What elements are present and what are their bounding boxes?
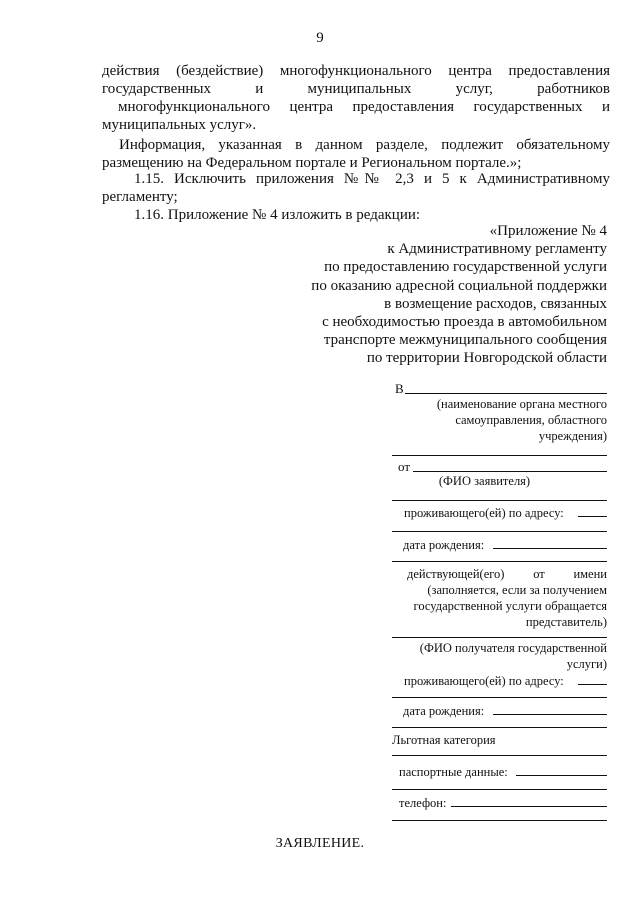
appendix-line: по территории Новгородской области <box>366 350 607 367</box>
appendix-line: к Административному регламенту <box>387 241 607 258</box>
address-field[interactable] <box>578 516 607 517</box>
benefit-category-label: Льготная категория <box>392 733 496 747</box>
phone-field[interactable] <box>451 806 607 807</box>
address-field-continuation[interactable] <box>392 697 607 698</box>
address-label: проживающего(ей) по адресу: <box>404 674 564 688</box>
birth-date-field[interactable] <box>493 548 607 549</box>
address-field[interactable] <box>578 684 607 685</box>
acting-note-line: (заполняется, если за получением <box>427 583 607 597</box>
text-line: действия (бездействие) многофункционального центра предоставления <box>102 63 610 79</box>
passport-field-continuation[interactable] <box>392 789 607 790</box>
org-caption-line: учреждения) <box>538 429 607 443</box>
appendix-line: с необходимостью проезда в автомобильном <box>322 314 607 331</box>
recipient-caption-line: услуги) <box>566 657 607 671</box>
appendix-line: в возмещение расходов, связанных <box>384 295 607 312</box>
text-line: 1.15. Исключить приложения №№ 2,3 и 5 к Административному <box>134 171 610 187</box>
applicant-name-continuation[interactable] <box>392 500 607 501</box>
recipient-org-field[interactable] <box>405 393 607 394</box>
org-field-continuation[interactable] <box>392 455 607 456</box>
org-caption-line: (наименование органа местного <box>436 397 607 411</box>
passport-field[interactable] <box>516 775 607 776</box>
appendix-heading <box>277 222 607 368</box>
page-number: 9 <box>316 30 324 46</box>
applicant-name-field[interactable] <box>413 471 607 472</box>
text-line: регламенту; <box>102 189 178 205</box>
paragraph-4: 1.16. Приложение № 4 изложить в редакции: <box>134 207 421 223</box>
acting-on-behalf-label: действующей(его) от имени <box>407 567 607 581</box>
birth-date-label: дата рождения: <box>403 538 485 552</box>
org-caption-line: самоуправления, областного <box>455 413 607 427</box>
recipient-name-field[interactable] <box>392 637 607 638</box>
phone-label: телефон: <box>399 796 447 810</box>
passport-label: паспортные данные: <box>399 765 508 779</box>
address-field-continuation[interactable] <box>392 531 607 532</box>
to-prefix: В <box>395 381 404 396</box>
statement-title: ЗАЯВЛЕНИЕ. <box>275 836 365 851</box>
text-line: многофункционального центра предоставления государственных и <box>118 99 610 115</box>
applicant-caption: (ФИО заявителя) <box>438 474 531 488</box>
benefit-category-field[interactable] <box>392 755 607 756</box>
acting-note-line: государственной услуги обращается <box>413 599 607 613</box>
from-prefix: от <box>398 459 411 474</box>
appendix-line: по оказанию адресной социальной поддержки <box>311 277 607 294</box>
appendix-line: «Приложение № 4 <box>489 223 607 239</box>
text-line: муниципальных услуг». <box>102 117 257 133</box>
birth-date-label: дата рождения: <box>403 704 485 718</box>
birth-date-field[interactable] <box>493 714 607 715</box>
text-line: государственных и муниципальных услуг, работников <box>102 81 610 97</box>
recipient-caption-line: (ФИО получателя государственной <box>419 641 607 655</box>
address-label: проживающего(ей) по адресу: <box>404 506 564 520</box>
text-line: размещению на Федеральном портале и Региональном портале.»; <box>102 155 522 171</box>
birth-date-continuation[interactable] <box>392 727 607 728</box>
birth-date-continuation[interactable] <box>392 561 607 562</box>
text-line: Информация, указанная в данном разделе, подлежит обязательному <box>119 137 610 153</box>
appendix-line: по предоставлению государственной услуги <box>324 259 607 276</box>
appendix-line: транспорте межмуниципального сообщения <box>323 332 607 349</box>
acting-note-line: представитель) <box>525 615 607 629</box>
phone-field-continuation[interactable] <box>392 820 607 821</box>
